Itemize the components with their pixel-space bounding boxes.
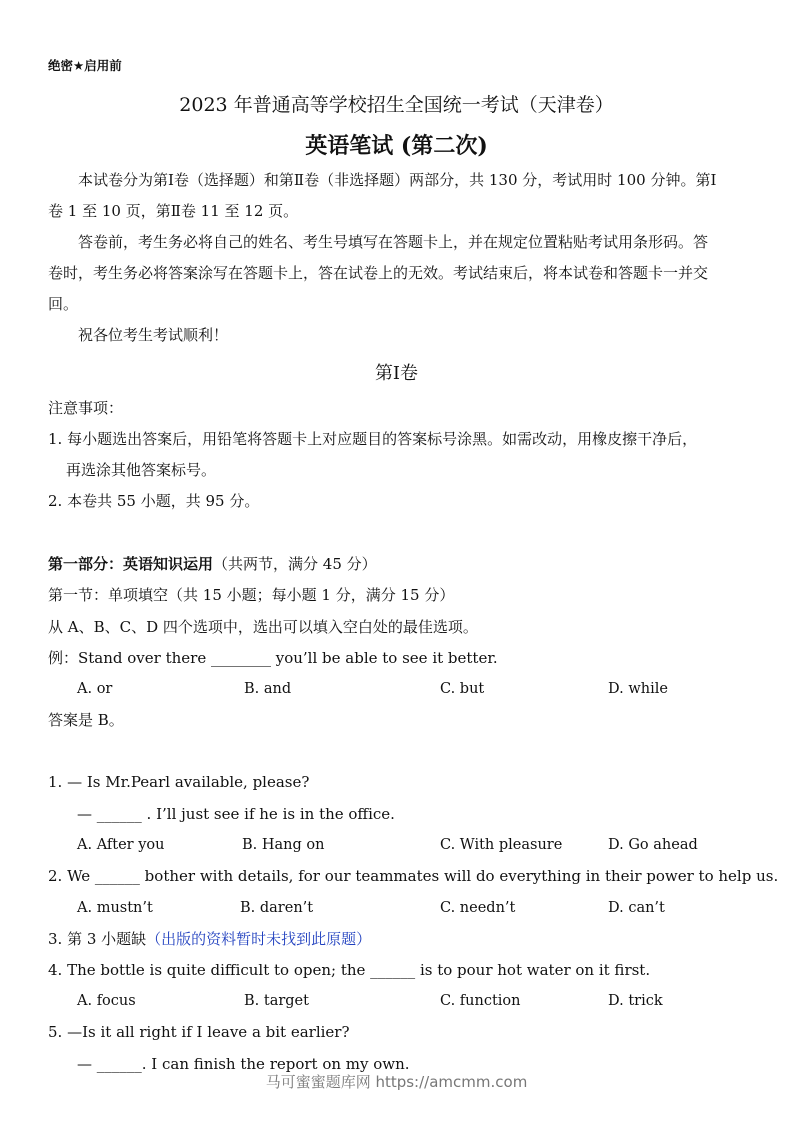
option-c: C. needn’t — [440, 900, 516, 916]
intro-line: 卷时，考生务必将答案涂写在答题卡上，答在试卷上的无效。考试结束后，将本试卷和答题卡一并交 — [48, 264, 709, 282]
question-stem: 4. The bottle is quite difficult to open; the ______ is to pour hot water on it first. — [48, 961, 651, 979]
option-b: B. target — [244, 993, 309, 1009]
question-stem: 2. We ______ bother with details, for our teammates will do everything in their power to help us. — [48, 867, 779, 885]
part-heading-bold: 第一部分：英语知识运用 — [48, 555, 214, 573]
example-stem: 例：Stand over there ________ you’ll be able to see it better. — [48, 649, 498, 667]
option-b: B. Hang on — [242, 837, 325, 853]
question-response-line: — ______ . I’ll just see if he is in the office. — [77, 805, 395, 823]
option-d: D. trick — [608, 993, 663, 1009]
missing-source-note: （出版的资料暂时未找到此原题） — [146, 930, 372, 948]
option-d: D. can’t — [608, 900, 665, 916]
option-c: C. function — [440, 993, 521, 1009]
note-item: 1. 每小题选出答案后，用铅笔将答题卡上对应题目的答案标号涂黑。如需改动，用橡皮擦干净后， — [48, 430, 698, 448]
footer-watermark: 马可蜜蜜题库网 https://amcmm.com — [265, 1073, 528, 1091]
option-c: C. With pleasure — [440, 837, 563, 853]
question-stem: 1. — Is Mr.Pearl available, please? — [48, 773, 310, 791]
paper-title: 英语笔试 (第二次) — [305, 133, 488, 159]
option-a: A. focus — [77, 993, 136, 1009]
intro-line: 本试卷分为第Ⅰ卷（选择题）和第Ⅱ卷（非选择题）两部分，共 130 分，考试用时 100 分钟。第Ⅰ — [78, 171, 717, 189]
note-item-continued: 再选涂其他答案标号。 — [66, 461, 217, 479]
example-option-c: C. but — [440, 681, 485, 697]
example-option-b: B. and — [244, 681, 292, 697]
secret-mark: 绝密★启用前 — [48, 58, 122, 73]
intro-line: 卷 1 至 10 页，第Ⅱ卷 11 至 12 页。 — [48, 202, 299, 220]
part-heading — [48, 554, 377, 574]
option-a: A. After you — [77, 837, 165, 853]
notes-heading: 注意事项： — [48, 399, 124, 417]
part-heading-score: （共两节，满分 45 分） — [213, 555, 377, 573]
question-response-line: — ______. I can finish the report on my own. — [77, 1055, 410, 1073]
question-stem: 5. —Is it all right if I leave a bit earlier? — [48, 1023, 350, 1041]
option-b: B. daren’t — [240, 900, 314, 916]
intro-line: 答卷前，考生务必将自己的姓名、考生号填写在答题卡上，并在规定位置粘贴考试用条形码。答 — [78, 233, 709, 251]
intro-line: 回。 — [48, 295, 79, 313]
example-option-a: A. or — [77, 681, 113, 697]
question-number-text: 3. 第 3 小题缺 — [48, 930, 147, 948]
note-item: 2. 本卷共 55 小题，共 95 分。 — [48, 492, 260, 510]
option-a: A. mustn’t — [77, 900, 153, 916]
instruction: 从 A、B、C、D 四个选项中，选出可以填入空白处的最佳选项。 — [48, 618, 478, 636]
exam-title: 2023 年普通高等学校招生全国统一考试（天津卷） — [179, 94, 614, 116]
example-option-d: D. while — [608, 681, 668, 697]
example-answer: 答案是 B。 — [48, 711, 124, 729]
question-stem-missing — [48, 929, 371, 949]
volume-title: 第Ⅰ卷 — [374, 363, 419, 384]
section-title: 第一节：单项填空（共 15 小题；每小题 1 分，满分 15 分） — [48, 586, 455, 604]
option-d: D. Go ahead — [608, 837, 698, 853]
good-luck-line: 祝各位考生考试顺利！ — [78, 326, 229, 344]
